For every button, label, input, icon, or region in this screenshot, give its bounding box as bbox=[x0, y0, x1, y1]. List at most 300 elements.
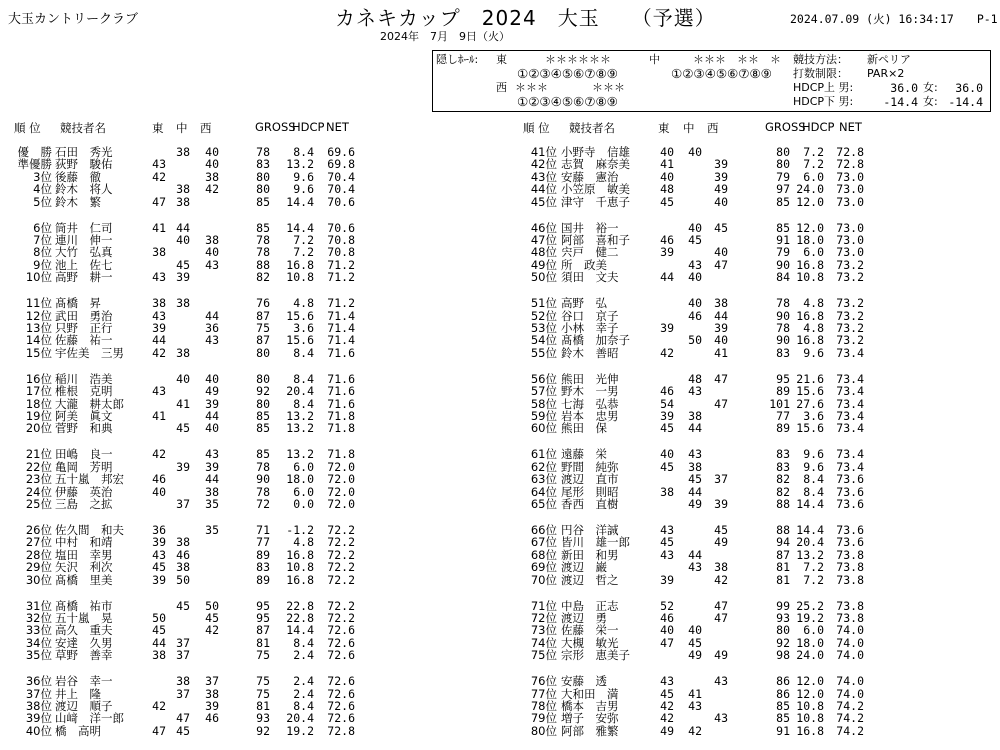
rank-cell: 22位 bbox=[25, 459, 52, 474]
method-value: 新ペリア bbox=[867, 53, 911, 66]
east-score: 45 bbox=[660, 421, 674, 436]
rank-cell: 30位 bbox=[25, 572, 52, 587]
rank-cell: 33位 bbox=[25, 623, 52, 638]
west-score: 50 bbox=[205, 598, 219, 613]
mid-score: 38 bbox=[688, 409, 702, 423]
player-name: 亀岡 芳明 bbox=[55, 459, 113, 474]
gross-score: 101 bbox=[769, 396, 790, 411]
west-score: 44 bbox=[205, 409, 219, 423]
hdcp-value: 8.4 bbox=[293, 396, 314, 411]
gross-score: 95 bbox=[776, 371, 790, 386]
player-name: 高野 耕一 bbox=[55, 270, 113, 285]
gross-score: 90 bbox=[776, 308, 790, 323]
hdcp-value: 7.2 bbox=[293, 233, 314, 247]
west-score: 40 bbox=[205, 371, 219, 386]
player-name: 大和田 満 bbox=[561, 686, 619, 701]
net-score: 73.2 bbox=[836, 270, 864, 285]
east-score: 39 bbox=[152, 321, 166, 335]
gross-score: 80 bbox=[256, 345, 270, 360]
player-name: 香西 直樹 bbox=[561, 497, 619, 511]
mid-score: 39 bbox=[176, 459, 190, 474]
west-score: 40 bbox=[205, 245, 219, 260]
east-score: 38 bbox=[152, 648, 166, 663]
rank-cell: 74位 bbox=[530, 635, 557, 650]
hdcp-value: 22.8 bbox=[286, 611, 314, 625]
east-score: 41 bbox=[152, 409, 166, 423]
net-score: 74.0 bbox=[836, 648, 864, 663]
hdcp-lower-label: HDCP下 男: bbox=[793, 95, 854, 108]
mid-score: 47 bbox=[176, 711, 190, 726]
rank-cell: 38位 bbox=[25, 699, 52, 713]
mid-score: 46 bbox=[688, 308, 702, 323]
net-score: 73.8 bbox=[836, 598, 864, 613]
mid-score: 40 bbox=[688, 296, 702, 311]
hdcp-value: 9.6 bbox=[803, 459, 824, 474]
net-score: 72.6 bbox=[327, 623, 355, 638]
player-name: 鈴木 繁 bbox=[55, 194, 101, 209]
gross-score: 78 bbox=[256, 233, 270, 247]
east-score: 52 bbox=[660, 598, 674, 613]
net-score: 73.4 bbox=[836, 459, 864, 474]
hdcp-value: 8.4 bbox=[293, 145, 314, 159]
hdcp-value: 9.6 bbox=[293, 169, 314, 184]
west-score: 43 bbox=[714, 674, 728, 689]
rank-cell: 68位 bbox=[530, 547, 557, 562]
west-score: 49 bbox=[714, 648, 728, 663]
west-score: 39 bbox=[205, 396, 219, 411]
rank-cell: 21位 bbox=[25, 447, 52, 462]
west-score: 38 bbox=[205, 169, 219, 184]
player-name: 石田 秀光 bbox=[55, 145, 113, 159]
east-score: 42 bbox=[152, 699, 166, 713]
rank-cell: 67位 bbox=[530, 535, 557, 550]
net-score: 72.0 bbox=[327, 459, 355, 474]
gross-score: 78 bbox=[256, 484, 270, 499]
player-name: 宇佐美 三男 bbox=[55, 345, 124, 360]
hdcp-value: 9.6 bbox=[293, 182, 314, 197]
gross-score: 83 bbox=[776, 345, 790, 360]
player-name: 稲川 浩美 bbox=[55, 371, 113, 386]
mid-score: 49 bbox=[688, 648, 702, 663]
gross-score: 78 bbox=[776, 296, 790, 311]
rank-cell: 62位 bbox=[530, 459, 557, 474]
net-score: 72.2 bbox=[327, 560, 355, 575]
rank-cell: 75位 bbox=[530, 648, 557, 663]
hdcp-value: 6.0 bbox=[803, 245, 824, 260]
mid-score: 43 bbox=[688, 699, 702, 713]
net-score: 72.0 bbox=[327, 472, 355, 487]
west-score: 39 bbox=[205, 699, 219, 713]
gross-score: 79 bbox=[776, 169, 790, 184]
hdcp-value: 22.8 bbox=[286, 598, 314, 613]
mid-score: 45 bbox=[176, 421, 190, 436]
rank-cell: 4位 bbox=[33, 182, 52, 197]
east-score: 45 bbox=[660, 535, 674, 550]
mid-score: 45 bbox=[688, 233, 702, 247]
header-west: 西 bbox=[707, 121, 719, 135]
east-score: 45 bbox=[152, 560, 166, 575]
player-name: 草野 善幸 bbox=[55, 648, 113, 663]
player-name: 鈴木 善昭 bbox=[561, 345, 619, 360]
rank-cell: 47位 bbox=[530, 233, 557, 247]
method-label: 競技方法： bbox=[793, 53, 848, 66]
gross-score: 85 bbox=[256, 421, 270, 436]
rank-cell: 71位 bbox=[530, 598, 557, 613]
net-score: 74.0 bbox=[836, 623, 864, 638]
net-score: 71.8 bbox=[327, 447, 355, 462]
net-score: 71.2 bbox=[327, 257, 355, 272]
net-score: 72.0 bbox=[327, 484, 355, 499]
west-score: 39 bbox=[714, 321, 728, 335]
hdcp-value: 8.4 bbox=[803, 472, 824, 487]
net-score: 74.2 bbox=[836, 723, 864, 738]
rank-cell: 6位 bbox=[33, 220, 52, 235]
gross-score: 93 bbox=[256, 711, 270, 726]
rank-cell: 44位 bbox=[530, 182, 557, 197]
west-score: 35 bbox=[205, 497, 219, 511]
rules-box bbox=[432, 50, 991, 112]
east-score: 40 bbox=[152, 484, 166, 499]
gross-score: 75 bbox=[256, 321, 270, 335]
west-score: 37 bbox=[205, 674, 219, 689]
west-score: 42 bbox=[205, 182, 219, 197]
hdcp-value: 16.8 bbox=[796, 308, 824, 323]
net-score: 73.0 bbox=[836, 245, 864, 260]
gross-score: 77 bbox=[256, 535, 270, 550]
rank-cell: 60位 bbox=[530, 421, 557, 436]
hdcp-value: 20.4 bbox=[796, 535, 824, 550]
rank-cell: 34位 bbox=[25, 635, 52, 650]
header-rank: 順 位 bbox=[523, 121, 550, 135]
mid-score: 43 bbox=[688, 384, 702, 399]
west-score: 44 bbox=[205, 308, 219, 323]
rank-cell: 18位 bbox=[25, 396, 52, 411]
header-mid: 中 bbox=[176, 121, 188, 135]
rank-cell: 13位 bbox=[25, 321, 52, 335]
player-name: 岩谷 幸一 bbox=[55, 674, 113, 689]
player-name: 中村 和靖 bbox=[55, 535, 113, 550]
header-rank: 順 位 bbox=[14, 121, 41, 135]
rank-cell: 16位 bbox=[25, 371, 52, 386]
west-score: 39 bbox=[714, 497, 728, 511]
player-name: 新田 和男 bbox=[561, 547, 619, 562]
rank-cell: 32位 bbox=[25, 611, 52, 625]
net-score: 69.6 bbox=[327, 145, 355, 159]
mid-score: 40 bbox=[176, 371, 190, 386]
net-score: 72.6 bbox=[327, 674, 355, 689]
gross-score: 92 bbox=[256, 723, 270, 738]
player-name: 岩本 忠男 bbox=[561, 409, 619, 423]
event-date: 2024年 7月 9日（火） bbox=[380, 30, 510, 43]
hdcp-value: 19.2 bbox=[796, 611, 824, 625]
mid-score: 44 bbox=[688, 421, 702, 436]
gross-score: 85 bbox=[776, 711, 790, 726]
net-score: 72.6 bbox=[327, 699, 355, 713]
east-score: 54 bbox=[660, 396, 674, 411]
west-score: 43 bbox=[205, 333, 219, 348]
hdcp-value: 21.6 bbox=[796, 371, 824, 386]
east-score: 43 bbox=[152, 157, 166, 172]
east-score: 38 bbox=[660, 484, 674, 499]
west-score: 40 bbox=[205, 157, 219, 172]
rank-cell: 52位 bbox=[530, 308, 557, 323]
hdcp-value: -1.2 bbox=[286, 523, 314, 537]
player-name: 谷口 京子 bbox=[561, 308, 619, 323]
hdcp-value: 7.2 bbox=[293, 245, 314, 260]
net-score: 72.2 bbox=[327, 547, 355, 562]
player-name: 国井 裕一 bbox=[561, 220, 619, 235]
mid-score: 45 bbox=[688, 472, 702, 487]
east-score: 45 bbox=[660, 686, 674, 701]
east-score: 45 bbox=[660, 194, 674, 209]
net-score: 73.6 bbox=[836, 497, 864, 511]
net-score: 72.2 bbox=[327, 572, 355, 587]
rank-cell: 42位 bbox=[530, 157, 557, 172]
gross-score: 85 bbox=[776, 194, 790, 209]
net-score: 74.0 bbox=[836, 635, 864, 650]
player-name: 野間 純弥 bbox=[561, 459, 619, 474]
west-score: 43 bbox=[714, 711, 728, 726]
gross-score: 89 bbox=[776, 384, 790, 399]
east-score: 47 bbox=[152, 723, 166, 738]
player-name: 五十嵐 邦宏 bbox=[55, 472, 124, 487]
east-score: 43 bbox=[152, 270, 166, 285]
gross-score: 81 bbox=[776, 560, 790, 575]
net-score: 73.0 bbox=[836, 182, 864, 197]
hdcp-value: 12.0 bbox=[796, 194, 824, 209]
mid-score: 38 bbox=[688, 459, 702, 474]
hdcp-value: 18.0 bbox=[796, 635, 824, 650]
mid-score: 43 bbox=[688, 447, 702, 462]
hdcp-value: 12.0 bbox=[796, 220, 824, 235]
player-name: 中島 正志 bbox=[561, 598, 619, 613]
net-score: 73.0 bbox=[836, 194, 864, 209]
player-name: 須田 文夫 bbox=[561, 270, 619, 285]
net-score: 71.6 bbox=[327, 384, 355, 399]
hdcp-value: 27.6 bbox=[796, 396, 824, 411]
east-score: 39 bbox=[660, 572, 674, 587]
mid-score: 49 bbox=[688, 497, 702, 511]
mid-score: 38 bbox=[176, 560, 190, 575]
gross-score: 77 bbox=[776, 409, 790, 423]
player-name: 筒井 仁司 bbox=[55, 220, 113, 235]
mid-score: 41 bbox=[176, 396, 190, 411]
net-score: 71.8 bbox=[327, 409, 355, 423]
west-score: 47 bbox=[714, 257, 728, 272]
hdcp-value: 15.6 bbox=[286, 308, 314, 323]
header-east: 東 bbox=[658, 121, 670, 135]
net-score: 72.2 bbox=[327, 523, 355, 537]
player-name: 渡辺 巌 bbox=[561, 560, 607, 575]
gross-score: 95 bbox=[256, 598, 270, 613]
mid-score: 50 bbox=[176, 572, 190, 587]
net-score: 73.8 bbox=[836, 547, 864, 562]
player-name: 小笠原 敏美 bbox=[561, 182, 630, 197]
rank-cell: 9位 bbox=[33, 257, 52, 272]
hdcp-value: 4.8 bbox=[803, 296, 824, 311]
header-net: NET bbox=[326, 120, 349, 134]
east-score: 39 bbox=[660, 321, 674, 335]
rank-cell: 69位 bbox=[530, 560, 557, 575]
mid-score: 37 bbox=[176, 648, 190, 663]
east-score: 43 bbox=[660, 674, 674, 689]
east-score: 45 bbox=[660, 459, 674, 474]
player-name: 伊藤 英治 bbox=[55, 484, 113, 499]
hdcp-value: 13.2 bbox=[286, 409, 314, 423]
rank-cell: 20位 bbox=[25, 421, 52, 436]
rank-cell: 54位 bbox=[530, 333, 557, 348]
player-name: 熊田 保 bbox=[561, 421, 607, 436]
hdcp-value: 4.8 bbox=[803, 321, 824, 335]
gross-score: 87 bbox=[256, 623, 270, 638]
player-name: 大瀧 耕太郎 bbox=[55, 396, 124, 411]
net-score: 74.0 bbox=[836, 686, 864, 701]
mid-score: 38 bbox=[176, 145, 190, 159]
west-score: 49 bbox=[714, 535, 728, 550]
east-hole-circles: ①②③④⑤⑥⑦⑧⑨ bbox=[517, 66, 618, 81]
player-name: 橋 高明 bbox=[55, 723, 101, 738]
net-score: 73.8 bbox=[836, 560, 864, 575]
gross-score: 82 bbox=[256, 270, 270, 285]
net-score: 71.8 bbox=[327, 421, 355, 436]
player-name: 井上 隆 bbox=[55, 686, 101, 701]
player-name: 佐藤 栄一 bbox=[561, 623, 619, 638]
rank-cell: 48位 bbox=[530, 245, 557, 260]
rank-cell: 57位 bbox=[530, 384, 557, 399]
gross-score: 75 bbox=[256, 686, 270, 701]
gross-score: 88 bbox=[776, 523, 790, 537]
player-name: 宗形 恵美子 bbox=[561, 648, 630, 663]
hdcp-value: 13.2 bbox=[286, 157, 314, 172]
player-name: 遠藤 栄 bbox=[561, 447, 607, 462]
rank-cell: 23位 bbox=[25, 472, 52, 487]
player-name: 武田 勇治 bbox=[55, 308, 113, 323]
net-score: 73.2 bbox=[836, 296, 864, 311]
mid-score: 40 bbox=[688, 623, 702, 638]
player-name: 髙橋 里美 bbox=[55, 572, 113, 587]
net-score: 73.4 bbox=[836, 384, 864, 399]
east-score: 38 bbox=[152, 296, 166, 311]
mid-score: 42 bbox=[688, 723, 702, 738]
mid-score: 38 bbox=[176, 535, 190, 550]
gross-score: 86 bbox=[776, 674, 790, 689]
mid-score: 44 bbox=[176, 220, 190, 235]
east-score: 47 bbox=[660, 635, 674, 650]
east-score: 50 bbox=[152, 611, 166, 625]
gross-score: 90 bbox=[776, 333, 790, 348]
hdcp-value: 6.0 bbox=[803, 169, 824, 184]
west-score: 45 bbox=[714, 523, 728, 537]
east-score: 39 bbox=[152, 572, 166, 587]
net-score: 73.6 bbox=[836, 484, 864, 499]
west-score: 42 bbox=[205, 623, 219, 638]
gross-score: 82 bbox=[776, 472, 790, 487]
hdcp-value: 13.2 bbox=[286, 421, 314, 436]
east-score: 46 bbox=[660, 233, 674, 247]
player-name: 小野寺 信雄 bbox=[561, 145, 630, 159]
west-score: 47 bbox=[714, 598, 728, 613]
header-hdcp: HDCP bbox=[802, 120, 835, 134]
west-score: 44 bbox=[714, 308, 728, 323]
mid-score: 41 bbox=[688, 686, 702, 701]
net-score: 70.4 bbox=[327, 169, 355, 184]
mid-score: 45 bbox=[176, 257, 190, 272]
gross-score: 78 bbox=[256, 245, 270, 260]
hdcp-lower-female-label: 女: bbox=[923, 95, 938, 108]
hdcp-value: 12.0 bbox=[796, 674, 824, 689]
rank-cell: 45位 bbox=[530, 194, 557, 209]
rank-cell: 優 勝 bbox=[17, 145, 52, 159]
gross-score: 78 bbox=[256, 459, 270, 474]
player-name: 大竹 弘真 bbox=[55, 245, 113, 260]
hdcp-value: 8.4 bbox=[293, 635, 314, 650]
east-score: 48 bbox=[660, 182, 674, 197]
west-score: 41 bbox=[714, 345, 728, 360]
east-label: 東 bbox=[496, 53, 507, 66]
player-name: 大槻 敏光 bbox=[561, 635, 619, 650]
rank-cell: 12位 bbox=[25, 308, 52, 323]
net-score: 73.0 bbox=[836, 169, 864, 184]
net-score: 74.0 bbox=[836, 674, 864, 689]
mid-score: 43 bbox=[688, 257, 702, 272]
east-score: 42 bbox=[660, 699, 674, 713]
west-score: 47 bbox=[714, 611, 728, 625]
hdcp-value: 16.8 bbox=[286, 547, 314, 562]
west-score: 49 bbox=[714, 182, 728, 197]
hdcp-value: 8.4 bbox=[293, 371, 314, 386]
player-name: 菅野 和典 bbox=[55, 421, 113, 436]
net-score: 71.4 bbox=[327, 321, 355, 335]
gross-score: 75 bbox=[256, 674, 270, 689]
rank-cell: 41位 bbox=[530, 145, 557, 159]
player-name: 安藤 憲治 bbox=[561, 169, 619, 184]
west-score: 40 bbox=[714, 245, 728, 260]
gross-score: 93 bbox=[776, 611, 790, 625]
west-score: 38 bbox=[205, 484, 219, 499]
gross-score: 78 bbox=[256, 145, 270, 159]
gross-score: 89 bbox=[776, 421, 790, 436]
mid-score: 37 bbox=[176, 635, 190, 650]
rank-cell: 76位 bbox=[530, 674, 557, 689]
hdcp-value: 10.8 bbox=[286, 270, 314, 285]
gross-score: 83 bbox=[256, 560, 270, 575]
hdcp-value: 18.0 bbox=[286, 472, 314, 487]
player-name: 高久 重夫 bbox=[55, 623, 113, 638]
rank-cell: 64位 bbox=[530, 484, 557, 499]
header-name: 競技者名 bbox=[569, 121, 615, 135]
gross-score: 88 bbox=[776, 497, 790, 511]
hdcp-value: 14.4 bbox=[796, 523, 824, 537]
rank-cell: 29位 bbox=[25, 560, 52, 575]
player-name: 小林 幸子 bbox=[561, 321, 619, 335]
net-score: 72.2 bbox=[327, 535, 355, 550]
rank-cell: 17位 bbox=[25, 384, 52, 399]
hdcp-value: 16.8 bbox=[796, 333, 824, 348]
hdcp-lower-female: -14.4 bbox=[948, 95, 983, 109]
rank-cell: 46位 bbox=[530, 220, 557, 235]
hdcp-upper-female: 36.0 bbox=[955, 81, 983, 95]
mid-score: 45 bbox=[688, 635, 702, 650]
hdcp-value: 16.8 bbox=[796, 257, 824, 272]
west-score: 43 bbox=[205, 257, 219, 272]
net-score: 73.0 bbox=[836, 220, 864, 235]
rank-cell: 37位 bbox=[25, 686, 52, 701]
west-score: 49 bbox=[205, 384, 219, 399]
rank-cell: 40位 bbox=[25, 723, 52, 738]
mid-label: 中 bbox=[649, 53, 660, 66]
header-east: 東 bbox=[152, 121, 164, 135]
rank-cell: 51位 bbox=[530, 296, 557, 311]
